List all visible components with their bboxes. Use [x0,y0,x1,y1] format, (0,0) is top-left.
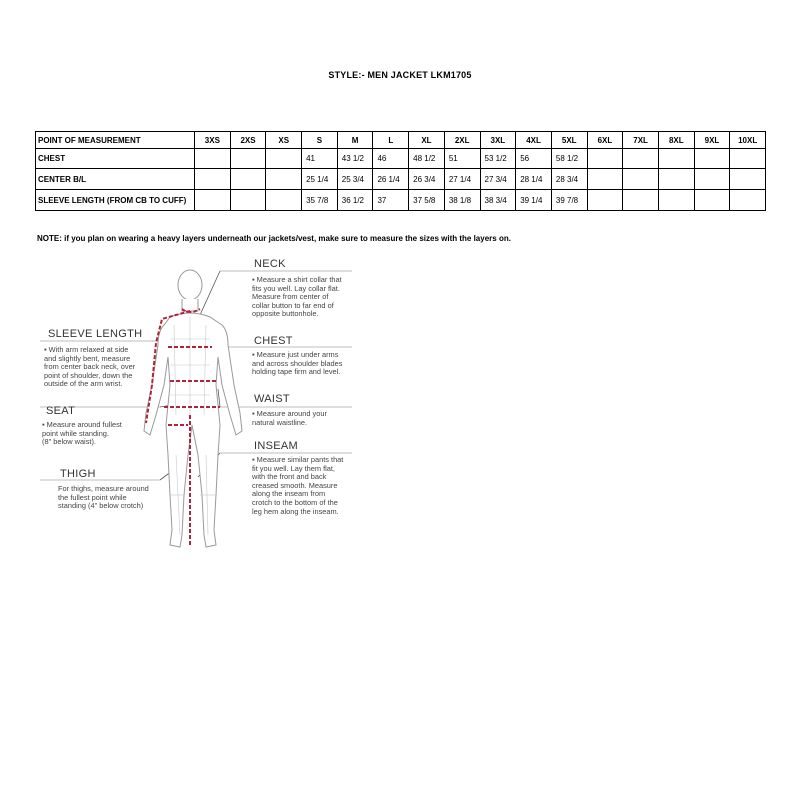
table-cell: 43 1/2 [337,149,373,169]
size-header: 5XL [551,132,587,149]
table-cell: 35 7/8 [302,190,338,211]
size-header: 10XL [730,132,766,149]
layering-note: NOTE: if you plan on wearing a heavy layers underneath our jackets/vest, make sure to measure the sizes with the layers on. [37,234,511,243]
table-cell [694,169,730,190]
chest-description: ▪ Measure just under arms and across shoulder blades holding tape firm and level. [252,350,343,377]
table-cell: 46 [373,149,409,169]
seat-description: ▪ Measure around fullest point while standing. (8" below waist). [42,420,122,447]
size-chart-table [35,131,766,211]
row-label: SLEEVE LENGTH (FROM CB TO CUFF) [36,190,195,211]
table-cell [658,149,694,169]
inseam-description: ▪ Measure similar pants that fit you well. Lay them flat, with the front and back creased smooth. Measure along the inseam from crotch to the bottom of the leg hem along the inseam. [252,455,344,516]
table-cell [230,169,266,190]
table-cell [623,149,659,169]
neck-description: ▪ Measure a shirt collar that fits you well. Lay collar flat. Measure from center of collar button to far end of opposite buttonhole. [252,275,342,319]
table-cell: 58 1/2 [551,149,587,169]
size-header: 2XS [230,132,266,149]
table-cell [587,190,623,211]
table-row-chest [36,149,766,169]
size-header: L [373,132,409,149]
table-cell: 53 1/2 [480,149,516,169]
size-header: XL [409,132,445,149]
sleeve-length-description: ▪ With arm relaxed at side and slightly bent, measure from center back neck, over point of shoulder, down the outside of the arm wrist. [44,345,136,389]
table-header-row [36,132,766,149]
row-label: CENTER B/L [36,169,195,190]
sleeve-length-title: SLEEVE LENGTH [48,328,143,340]
mannequin-outline [144,270,242,547]
table-cell: 36 1/2 [337,190,373,211]
table-cell: 28 1/4 [516,169,552,190]
table-cell: 37 [373,190,409,211]
table-cell: 56 [516,149,552,169]
seat-title: SEAT [46,405,76,417]
style-title: STYLE:- MEN JACKET LKM1705 [328,70,472,80]
table-row-sleeve-length [36,190,766,211]
table-cell: 25 3/4 [337,169,373,190]
table-cell: 28 3/4 [551,169,587,190]
table-cell [694,149,730,169]
table-cell [266,190,302,211]
table-cell: 41 [302,149,338,169]
table-cell [623,190,659,211]
size-header: 9XL [694,132,730,149]
table-cell [266,149,302,169]
table-cell [694,190,730,211]
size-header: S [302,132,338,149]
size-header: 3XL [480,132,516,149]
table-cell [195,190,231,211]
table-cell: 38 1/8 [444,190,480,211]
table-cell [730,190,766,211]
table-cell [266,169,302,190]
table-cell: 26 1/4 [373,169,409,190]
thigh-description: For thighs, measure around the fullest point while standing (4" below crotch) [58,484,149,511]
table-row-center-bl [36,169,766,190]
table-cell: 39 7/8 [551,190,587,211]
table-cell [230,149,266,169]
waist-title: WAIST [254,393,290,405]
size-header: 3XS [195,132,231,149]
size-header: 2XL [444,132,480,149]
table-cell [587,149,623,169]
table-cell: 37 5/8 [409,190,445,211]
size-header: 4XL [516,132,552,149]
table-cell: 26 3/4 [409,169,445,190]
table-cell: 51 [444,149,480,169]
table-cell: 48 1/2 [409,149,445,169]
neck-title: NECK [254,258,286,270]
table-cell: 38 3/4 [480,190,516,211]
header-label: POINT OF MEASUREMENT [36,132,195,149]
waist-description: ▪ Measure around your natural waistline. [252,409,327,427]
thigh-title: THIGH [60,468,96,480]
table-cell [587,169,623,190]
table-cell [195,169,231,190]
size-header: M [337,132,373,149]
size-header: 6XL [587,132,623,149]
table-cell [658,190,694,211]
table-cell [195,149,231,169]
table-cell: 27 1/4 [444,169,480,190]
table-cell [230,190,266,211]
size-header: XS [266,132,302,149]
row-label: CHEST [36,149,195,169]
measurement-guide [30,255,360,565]
table-cell [623,169,659,190]
table-cell [730,149,766,169]
size-header: 7XL [623,132,659,149]
chest-title: CHEST [254,335,293,347]
table-cell [730,169,766,190]
table-cell: 39 1/4 [516,190,552,211]
inseam-title: INSEAM [254,440,298,452]
table-cell: 25 1/4 [302,169,338,190]
table-cell [658,169,694,190]
size-header: 8XL [658,132,694,149]
table-cell: 27 3/4 [480,169,516,190]
